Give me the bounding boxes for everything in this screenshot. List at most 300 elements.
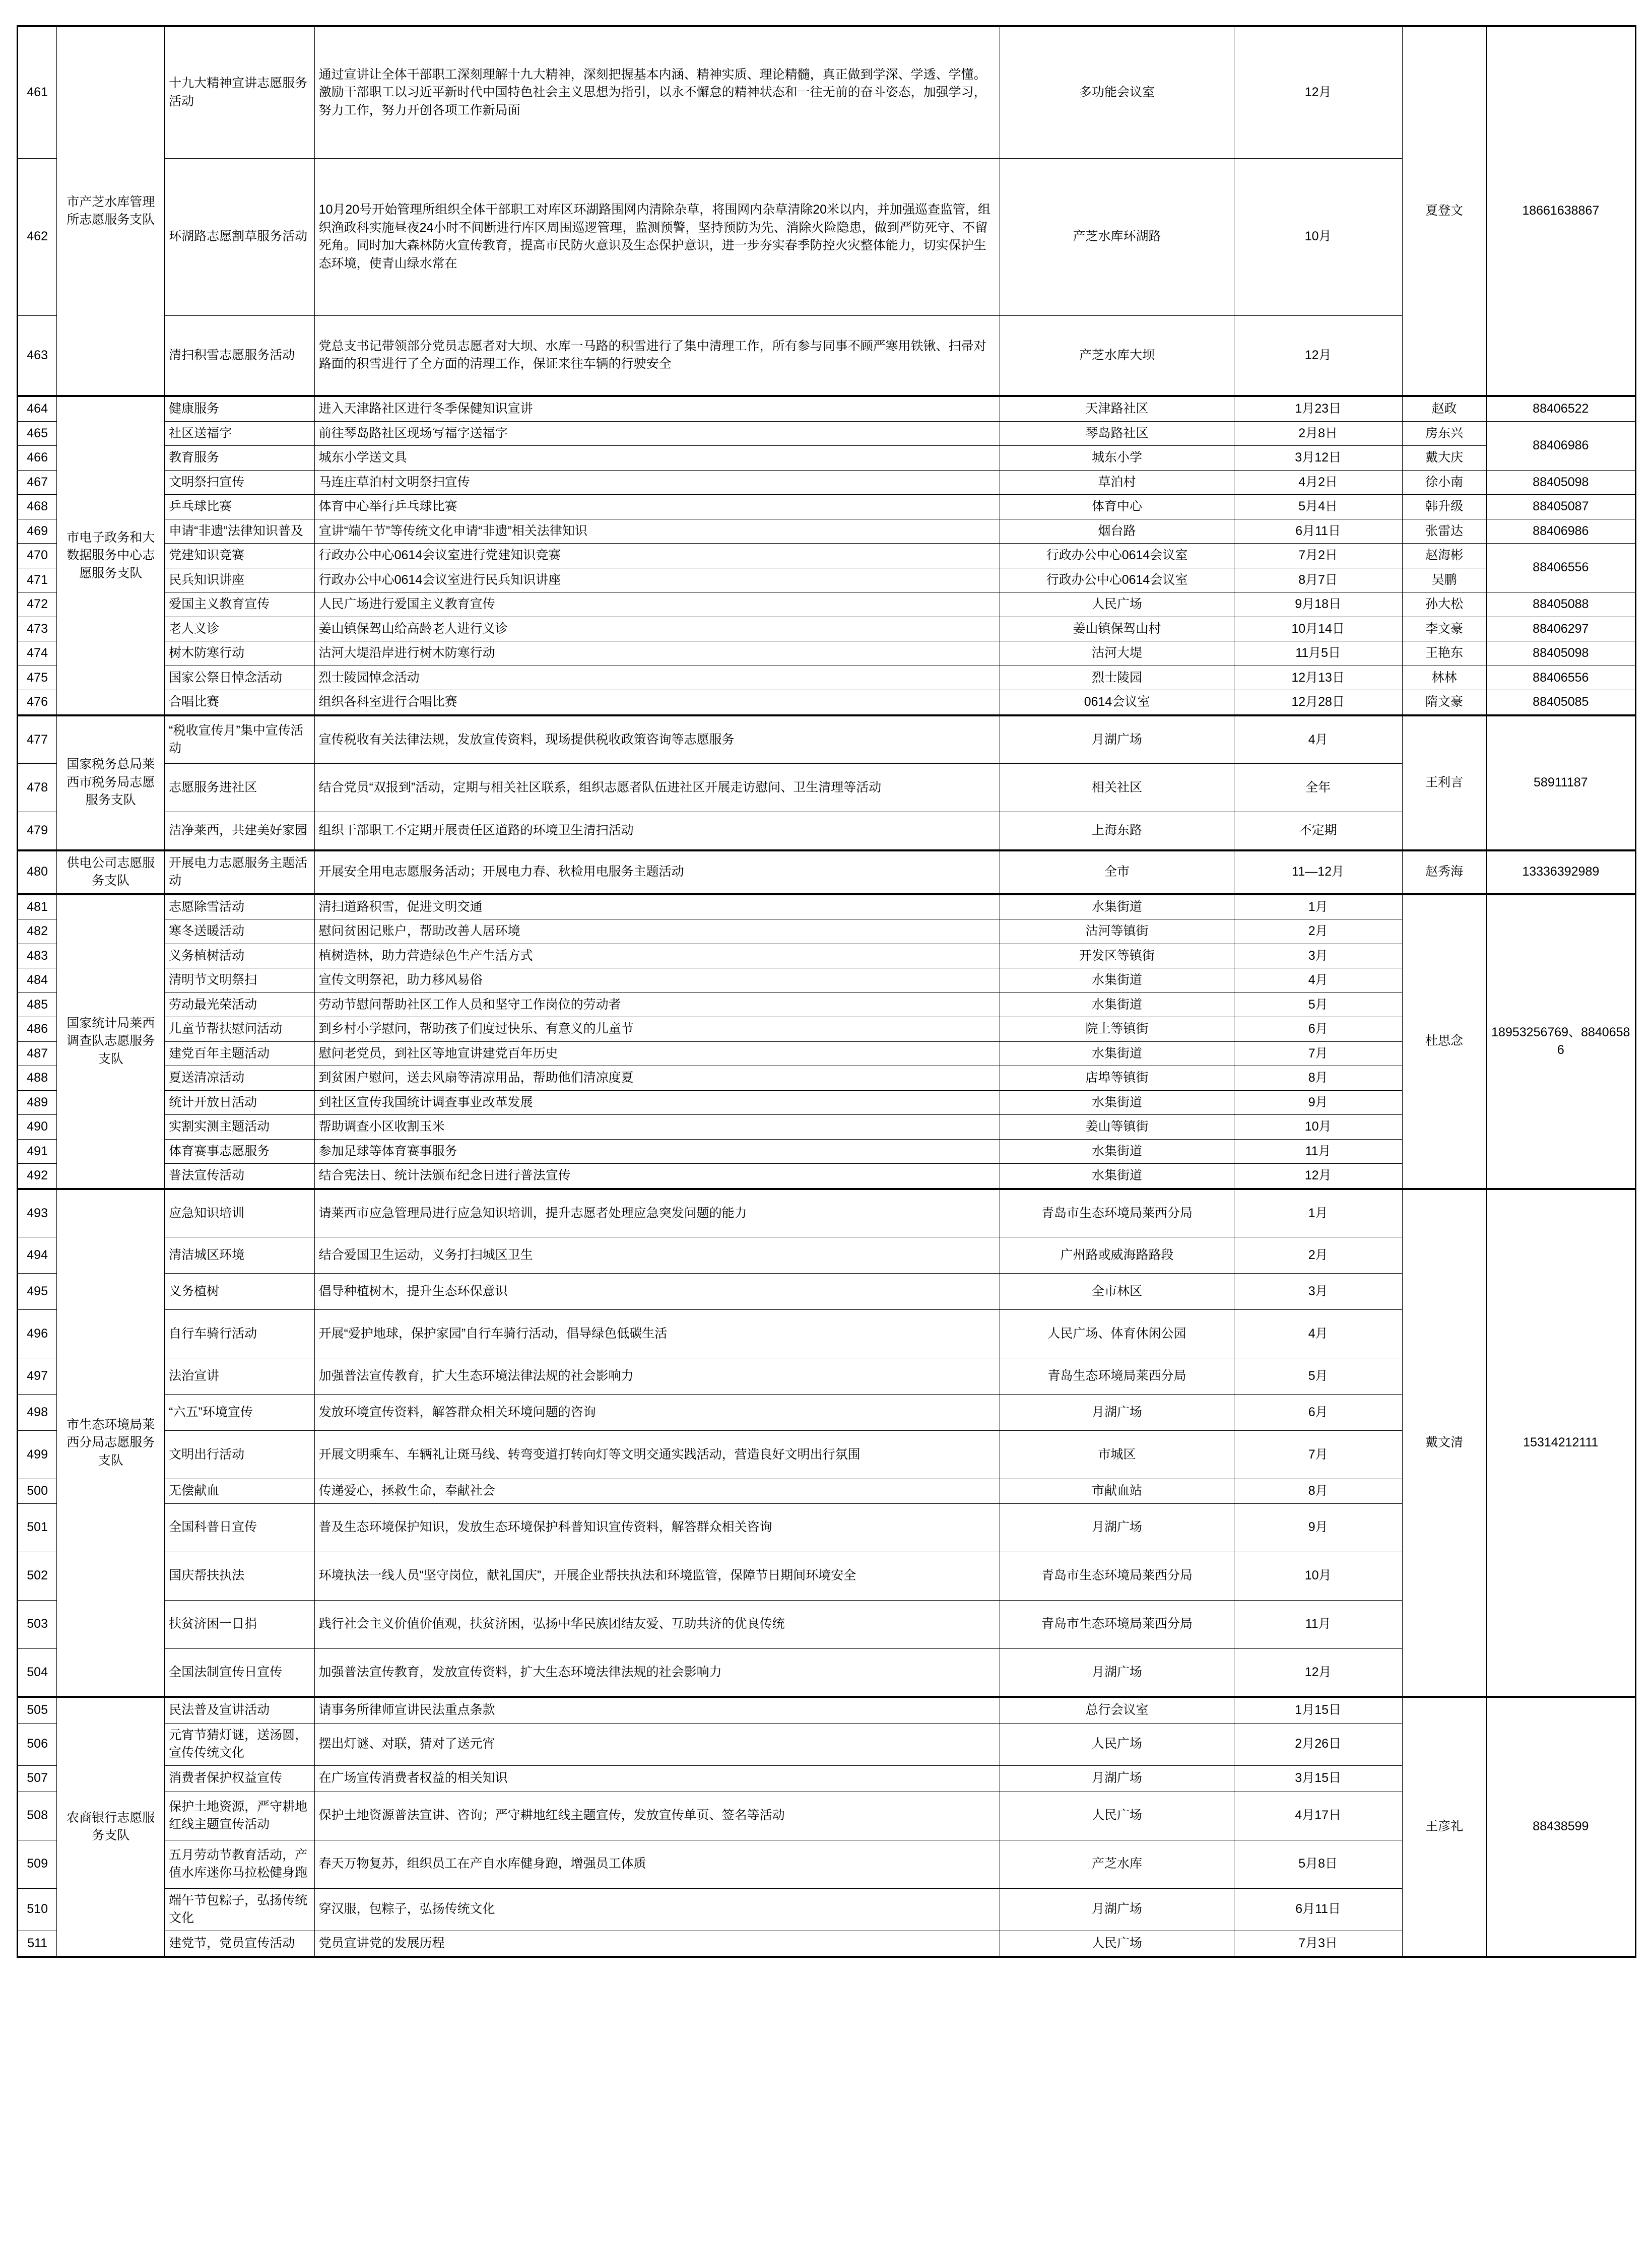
activity-time-cell: 10月 (1234, 1552, 1402, 1600)
activity-description-cell: 开展文明乘车、车辆礼让斑马线、转弯变道打转向灯等文明交通实践活动，营造良好文明出行氛围 (314, 1431, 1000, 1479)
table-row (18, 1931, 1636, 1957)
activity-name-cell: 申请“非遗”法律知识普及 (165, 519, 314, 544)
activity-name-cell: 无偿献血 (165, 1479, 314, 1504)
contact-person-cell: 赵政 (1402, 396, 1486, 421)
row-index-cell: 478 (18, 764, 57, 812)
row-index-cell: 504 (18, 1648, 57, 1697)
table-row (18, 1479, 1636, 1504)
activity-place-cell: 多功能会议室 (1000, 26, 1234, 158)
table-row (18, 26, 1636, 158)
contact-person-cell: 王彦礼 (1402, 1697, 1486, 1957)
activity-description-cell: 摆出灯谜、对联，猜对了送元宵 (314, 1723, 1000, 1765)
row-index-cell: 467 (18, 470, 57, 495)
activity-place-cell: 市献血站 (1000, 1479, 1234, 1504)
activity-place-cell: 沽河等镇街 (1000, 919, 1234, 944)
activity-time-cell: 5月4日 (1234, 495, 1402, 519)
contact-person-cell: 房东兴 (1402, 421, 1486, 446)
activity-time-cell: 12月13日 (1234, 666, 1402, 690)
row-index-cell: 468 (18, 495, 57, 519)
activity-description-cell: 通过宣讲让全体干部职工深刻理解十九大精神，深刻把握基本内涵、精神实质、理论精髓，真正做到学深、学透、学懂。激励干部职工以习近平新时代中国特色社会主义思想为指引，以永不懈怠的精神状态和一往无前的奋斗姿态，加强学习，努力工作，努力开创各项工作新局面 (314, 26, 1000, 158)
activity-time-cell: 7月3日 (1234, 1931, 1402, 1957)
table-row (18, 944, 1636, 968)
table-row (18, 1274, 1636, 1310)
activity-name-cell: 法治宣讲 (165, 1358, 314, 1395)
activity-name-cell: 五月劳动节教育活动，产值水库迷你马拉松健身跑 (165, 1840, 314, 1888)
activity-place-cell: 青岛市生态环境局莱西分局 (1000, 1600, 1234, 1648)
activity-description-cell: 人民广场进行爱国主义教育宣传 (314, 592, 1000, 617)
activity-description-cell: 春天万物复苏，组织员工在产自水库健身跑，增强员工体质 (314, 1840, 1000, 1888)
activity-place-cell: 水集街道 (1000, 1090, 1234, 1115)
table-row (18, 1237, 1636, 1274)
activity-name-cell: 寒冬送暖活动 (165, 919, 314, 944)
activity-description-cell: 普及生态环境保护知识，发放生态环境保护科普知识宣传资料，解答群众相关咨询 (314, 1503, 1000, 1552)
activity-description-cell: 党员宣讲党的发展历程 (314, 1931, 1000, 1957)
activity-place-cell: 产芝水库环湖路 (1000, 158, 1234, 315)
activity-name-cell: 夏送清凉活动 (165, 1066, 314, 1091)
row-index-cell: 464 (18, 396, 57, 421)
activity-description-cell: 开展“爱护地球，保护家园”自行车骑行活动，倡导绿色低碳生活 (314, 1310, 1000, 1358)
activity-time-cell: 7月 (1234, 1041, 1402, 1066)
activity-time-cell: 12月28日 (1234, 690, 1402, 715)
activity-description-cell: 植树造林，助力营造绿色生产生活方式 (314, 944, 1000, 968)
table-row (18, 568, 1636, 592)
activity-name-cell: 义务植树活动 (165, 944, 314, 968)
activity-name-cell: 清明节文明祭扫 (165, 968, 314, 993)
activity-time-cell: 4月 (1234, 1310, 1402, 1358)
activity-time-cell: 8月 (1234, 1066, 1402, 1091)
activity-place-cell: 产芝水库大坝 (1000, 315, 1234, 396)
activity-name-cell: 十九大精神宣讲志愿服务活动 (165, 26, 314, 158)
activity-description-cell: 宣讲“端午节”等传统文化申请“非遗”相关法律知识 (314, 519, 1000, 544)
activity-place-cell: 青岛生态环境局莱西分局 (1000, 1358, 1234, 1395)
activity-place-cell: 烈士陵园 (1000, 666, 1234, 690)
activity-name-cell: 儿童节帮扶慰问活动 (165, 1017, 314, 1042)
activity-description-cell: 结合党员“双报到”活动，定期与相关社区联系，组织志愿者队伍进社区开展走访慰问、卫生清理等活动 (314, 764, 1000, 812)
table-row (18, 1189, 1636, 1237)
contact-person-cell: 王利言 (1402, 715, 1486, 850)
activity-place-cell: 水集街道 (1000, 968, 1234, 993)
row-index-cell: 465 (18, 421, 57, 446)
activity-place-cell: 姜山等镇街 (1000, 1115, 1234, 1140)
activity-place-cell: 广州路或威海路路段 (1000, 1237, 1234, 1274)
activity-place-cell: 水集街道 (1000, 992, 1234, 1017)
row-index-cell: 507 (18, 1765, 57, 1792)
activity-time-cell: 不定期 (1234, 812, 1402, 850)
activity-description-cell: 前往琴岛路社区现场写福字送福字 (314, 421, 1000, 446)
contact-person-cell: 戴文清 (1402, 1189, 1486, 1697)
activity-time-cell: 12月 (1234, 315, 1402, 396)
contact-phone-cell: 88405085 (1486, 690, 1635, 715)
table-row (18, 1765, 1636, 1792)
table-row (18, 158, 1636, 315)
table-row (18, 1041, 1636, 1066)
table-row (18, 1066, 1636, 1091)
row-index-cell: 502 (18, 1552, 57, 1600)
activity-name-cell: 文明出行活动 (165, 1431, 314, 1479)
table-row (18, 592, 1636, 617)
activity-description-cell: 开展安全用电志愿服务活动；开展电力春、秋检用电服务主题活动 (314, 850, 1000, 894)
contact-person-cell: 王艳东 (1402, 641, 1486, 666)
activity-time-cell: 8月 (1234, 1479, 1402, 1504)
table-row (18, 690, 1636, 715)
activity-place-cell: 草泊村 (1000, 470, 1234, 495)
activity-name-cell: 端午节包粽子，弘扬传统文化 (165, 1888, 314, 1931)
activity-name-cell: 消费者保护权益宣传 (165, 1765, 314, 1792)
activity-time-cell: 2月 (1234, 919, 1402, 944)
row-index-cell: 479 (18, 812, 57, 850)
activity-description-cell: 加强普法宣传教育，发放宣传资料，扩大生态环境法律法规的社会影响力 (314, 1648, 1000, 1697)
contact-phone-cell: 18953256769、88406586 (1486, 894, 1635, 1189)
organization-cell: 市电子政务和大数据服务中心志愿服务支队 (57, 396, 165, 715)
table-row (18, 1888, 1636, 1931)
activity-name-cell: 建党百年主题活动 (165, 1041, 314, 1066)
row-index-cell: 463 (18, 315, 57, 396)
activity-place-cell: 人民广场、体育休闲公园 (1000, 1310, 1234, 1358)
activity-place-cell: 姜山镇保驾山村 (1000, 617, 1234, 641)
activity-time-cell: 9月 (1234, 1090, 1402, 1115)
table-row (18, 315, 1636, 396)
table-row (18, 1164, 1636, 1189)
activity-name-cell: 统计开放日活动 (165, 1090, 314, 1115)
activity-description-cell: 请事务所律师宣讲民法重点条款 (314, 1697, 1000, 1723)
activity-description-cell: 帮助调查小区收割玉米 (314, 1115, 1000, 1140)
row-index-cell: 499 (18, 1431, 57, 1479)
activity-time-cell: 6月 (1234, 1395, 1402, 1431)
activity-name-cell: 建党节，党员宣传活动 (165, 1931, 314, 1957)
row-index-cell: 485 (18, 992, 57, 1017)
table-row (18, 1648, 1636, 1697)
activity-time-cell: 1月 (1234, 894, 1402, 919)
activity-time-cell: 7月2日 (1234, 544, 1402, 568)
activity-name-cell: 志愿除雪活动 (165, 894, 314, 919)
table-row (18, 1600, 1636, 1648)
table-row (18, 812, 1636, 850)
table-row (18, 1395, 1636, 1431)
activity-time-cell: 1月23日 (1234, 396, 1402, 421)
activity-description-cell: 结合宪法日、统计法颁布纪念日进行普法宣传 (314, 1164, 1000, 1189)
activity-description-cell: 倡导种植树木，提升生态环保意识 (314, 1274, 1000, 1310)
row-index-cell: 489 (18, 1090, 57, 1115)
activity-name-cell: 社区送福字 (165, 421, 314, 446)
activity-time-cell: 9月 (1234, 1503, 1402, 1552)
activity-time-cell: 8月7日 (1234, 568, 1402, 592)
table-body (18, 26, 1636, 1957)
row-index-cell: 505 (18, 1697, 57, 1723)
contact-person-cell: 戴大庆 (1402, 446, 1486, 471)
row-index-cell: 493 (18, 1189, 57, 1237)
activity-description-cell: 清扫道路积雪，促进文明交通 (314, 894, 1000, 919)
contact-phone-cell: 88405098 (1486, 470, 1635, 495)
contact-phone-cell: 88405088 (1486, 592, 1635, 617)
activity-description-cell: 宣传税收有关法律法规，发放宣传资料，现场提供税收政策咨询等志愿服务 (314, 715, 1000, 764)
row-index-cell: 509 (18, 1840, 57, 1888)
row-index-cell: 510 (18, 1888, 57, 1931)
activity-description-cell: 体育中心举行乒乓球比赛 (314, 495, 1000, 519)
row-index-cell: 495 (18, 1274, 57, 1310)
activity-time-cell: 11月 (1234, 1139, 1402, 1164)
activity-name-cell: 全国法制宣传日宣传 (165, 1648, 314, 1697)
organization-cell: 国家统计局莱西调查队志愿服务支队 (57, 894, 165, 1189)
row-index-cell: 501 (18, 1503, 57, 1552)
activity-name-cell: 教育服务 (165, 446, 314, 471)
activity-place-cell: 总行会议室 (1000, 1697, 1234, 1723)
activity-time-cell: 3月15日 (1234, 1765, 1402, 1792)
table-row (18, 470, 1636, 495)
activity-name-cell: 应急知识培训 (165, 1189, 314, 1237)
activity-time-cell: 10月 (1234, 158, 1402, 315)
row-index-cell: 470 (18, 544, 57, 568)
activity-place-cell: 月湖广场 (1000, 1888, 1234, 1931)
activity-description-cell: 进入天津路社区进行冬季保健知识宣讲 (314, 396, 1000, 421)
activity-place-cell: 市城区 (1000, 1431, 1234, 1479)
table-row (18, 764, 1636, 812)
row-index-cell: 508 (18, 1792, 57, 1840)
table-row (18, 968, 1636, 993)
activity-time-cell: 5月 (1234, 1358, 1402, 1395)
organization-cell: 供电公司志愿服务支队 (57, 850, 165, 894)
row-index-cell: 506 (18, 1723, 57, 1765)
activity-name-cell: 合唱比赛 (165, 690, 314, 715)
contact-phone-cell: 88406522 (1486, 396, 1635, 421)
organization-cell: 农商银行志愿服务支队 (57, 1697, 165, 1957)
activity-name-cell: “六五”环境宣传 (165, 1395, 314, 1431)
activity-time-cell: 2月8日 (1234, 421, 1402, 446)
activity-description-cell: 马连庄草泊村文明祭扫宣传 (314, 470, 1000, 495)
activity-time-cell: 4月2日 (1234, 470, 1402, 495)
activity-name-cell: 元宵节猜灯谜，送汤圆，宣传传统文化 (165, 1723, 314, 1765)
contact-person-cell: 孙大松 (1402, 592, 1486, 617)
activity-description-cell: 组织干部职工不定期开展责任区道路的环境卫生清扫活动 (314, 812, 1000, 850)
activity-name-cell: 义务植树 (165, 1274, 314, 1310)
activity-description-cell: 在广场宣传消费者权益的相关知识 (314, 1765, 1000, 1792)
table-row (18, 1431, 1636, 1479)
organization-cell: 国家税务总局莱西市税务局志愿服务支队 (57, 715, 165, 850)
activity-description-cell: 宣传文明祭祀，助力移风易俗 (314, 968, 1000, 993)
activity-description-cell: 劳动节慰问帮助社区工作人员和坚守工作岗位的劳动者 (314, 992, 1000, 1017)
table-row (18, 1503, 1636, 1552)
row-index-cell: 476 (18, 690, 57, 715)
activity-name-cell: 普法宣传活动 (165, 1164, 314, 1189)
activity-name-cell: 洁净莱西，共建美好家园 (165, 812, 314, 850)
activity-time-cell: 10月14日 (1234, 617, 1402, 641)
activity-name-cell: 保护土地资源，严守耕地红线主题宣传活动 (165, 1792, 314, 1840)
row-index-cell: 477 (18, 715, 57, 764)
activity-place-cell: 月湖广场 (1000, 1648, 1234, 1697)
activity-place-cell: 人民广场 (1000, 1931, 1234, 1957)
contact-person-cell: 隋文豪 (1402, 690, 1486, 715)
table-row (18, 715, 1636, 764)
table-row (18, 544, 1636, 568)
row-index-cell: 486 (18, 1017, 57, 1042)
activity-name-cell: 党建知识竞赛 (165, 544, 314, 568)
table-row (18, 992, 1636, 1017)
table-row (18, 850, 1636, 894)
activity-place-cell: 水集街道 (1000, 1041, 1234, 1066)
activity-description-cell: 到贫困户慰问，送去风扇等清凉用品，帮助他们清凉度夏 (314, 1066, 1000, 1091)
contact-person-cell: 吴鹏 (1402, 568, 1486, 592)
activity-time-cell: 12月 (1234, 1164, 1402, 1189)
row-index-cell: 492 (18, 1164, 57, 1189)
row-index-cell: 498 (18, 1395, 57, 1431)
activity-place-cell: 月湖广场 (1000, 1395, 1234, 1431)
activity-name-cell: 扶贫济困一日捐 (165, 1600, 314, 1648)
activity-place-cell: 水集街道 (1000, 1164, 1234, 1189)
activity-time-cell: 4月 (1234, 968, 1402, 993)
row-index-cell: 494 (18, 1237, 57, 1274)
contact-person-cell: 林林 (1402, 666, 1486, 690)
activity-place-cell: 院上等镇街 (1000, 1017, 1234, 1042)
table-row (18, 894, 1636, 919)
activity-time-cell: 1月 (1234, 1189, 1402, 1237)
table-row (18, 1310, 1636, 1358)
contact-phone-cell: 88406986 (1486, 519, 1635, 544)
activity-place-cell: 体育中心 (1000, 495, 1234, 519)
contact-phone-cell: 58911187 (1486, 715, 1635, 850)
activity-name-cell: 自行车骑行活动 (165, 1310, 314, 1358)
activity-time-cell: 3月 (1234, 944, 1402, 968)
contact-phone-cell: 88406986 (1486, 421, 1635, 470)
row-index-cell: 500 (18, 1479, 57, 1504)
table-row (18, 1723, 1636, 1765)
activity-time-cell: 11—12月 (1234, 850, 1402, 894)
organization-cell: 市产芝水库管理所志愿服务支队 (57, 26, 165, 396)
activity-description-cell: 穿汉服，包粽子，弘扬传统文化 (314, 1888, 1000, 1931)
activity-description-cell: 参加足球等体育赛事服务 (314, 1139, 1000, 1164)
activity-description-cell: 发放环境宣传资料，解答群众相关环境问题的咨询 (314, 1395, 1000, 1431)
activity-description-cell: 传递爱心，拯救生命，奉献社会 (314, 1479, 1000, 1504)
activity-time-cell: 3月12日 (1234, 446, 1402, 471)
activity-name-cell: 乒乓球比赛 (165, 495, 314, 519)
activity-place-cell: 行政办公中心0614会议室 (1000, 568, 1234, 592)
contact-phone-cell: 88438599 (1486, 1697, 1635, 1957)
activity-description-cell: 烈士陵园悼念活动 (314, 666, 1000, 690)
contact-person-cell: 夏登文 (1402, 26, 1486, 396)
row-index-cell: 488 (18, 1066, 57, 1091)
activity-time-cell: 2月26日 (1234, 1723, 1402, 1765)
table-row (18, 1792, 1636, 1840)
contact-phone-cell: 88405098 (1486, 641, 1635, 666)
activity-place-cell: 全市林区 (1000, 1274, 1234, 1310)
activity-description-cell: 沽河大堤沿岸进行树木防寒行动 (314, 641, 1000, 666)
table-row (18, 641, 1636, 666)
contact-person-cell: 张雷达 (1402, 519, 1486, 544)
activity-place-cell: 人民广场 (1000, 1792, 1234, 1840)
activity-place-cell: 全市 (1000, 850, 1234, 894)
contact-phone-cell: 13336392989 (1486, 850, 1635, 894)
activity-place-cell: 青岛市生态环境局莱西分局 (1000, 1189, 1234, 1237)
activity-description-cell: 姜山镇保驾山给高龄老人进行义诊 (314, 617, 1000, 641)
activity-description-cell: 行政办公中心0614会议室进行民兵知识讲座 (314, 568, 1000, 592)
activity-name-cell: 爱国主义教育宣传 (165, 592, 314, 617)
activity-place-cell: 烟台路 (1000, 519, 1234, 544)
row-index-cell: 496 (18, 1310, 57, 1358)
activity-description-cell: 请莱西市应急管理局进行应急知识培训，提升志愿者处理应急突发问题的能力 (314, 1189, 1000, 1237)
activity-name-cell: 国庆帮扶执法 (165, 1552, 314, 1600)
activity-place-cell: 上海东路 (1000, 812, 1234, 850)
contact-phone-cell: 15314212111 (1486, 1189, 1635, 1697)
contact-phone-cell: 88406556 (1486, 666, 1635, 690)
activity-name-cell: 老人义诊 (165, 617, 314, 641)
row-index-cell: 475 (18, 666, 57, 690)
table-row (18, 1139, 1636, 1164)
table-row (18, 1552, 1636, 1600)
activity-name-cell: 志愿服务进社区 (165, 764, 314, 812)
activity-place-cell: 天津路社区 (1000, 396, 1234, 421)
activity-name-cell: 全国科普日宣传 (165, 1503, 314, 1552)
contact-phone-cell: 88406297 (1486, 617, 1635, 641)
activity-description-cell: 党总支书记带领部分党员志愿者对大坝、水库一马路的积雪进行了集中清理工作，所有参与同事不顾严寒用铁锹、扫帚对路面的积雪进行了全方面的清理工作，保证来往车辆的行驶安全 (314, 315, 1000, 396)
activity-time-cell: 4月17日 (1234, 1792, 1402, 1840)
activity-time-cell: 12月 (1234, 26, 1402, 158)
contact-person-cell: 赵海彬 (1402, 544, 1486, 568)
activity-name-cell: 树木防寒行动 (165, 641, 314, 666)
table-row (18, 1358, 1636, 1395)
activity-time-cell: 1月15日 (1234, 1697, 1402, 1723)
activity-time-cell: 6月11日 (1234, 519, 1402, 544)
row-index-cell: 503 (18, 1600, 57, 1648)
row-index-cell: 511 (18, 1931, 57, 1957)
activity-place-cell: 0614会议室 (1000, 690, 1234, 715)
table-row (18, 919, 1636, 944)
row-index-cell: 462 (18, 158, 57, 315)
row-index-cell: 461 (18, 26, 57, 158)
activity-name-cell: 民兵知识讲座 (165, 568, 314, 592)
contact-person-cell: 赵秀海 (1402, 850, 1486, 894)
activity-place-cell: 开发区等镇街 (1000, 944, 1234, 968)
activity-name-cell: 劳动最光荣活动 (165, 992, 314, 1017)
contact-phone-cell: 88405087 (1486, 495, 1635, 519)
activity-description-cell: 环境执法一线人员“坚守岗位，献礼国庆”，开展企业帮扶执法和环境监管，保障节日期间环境安全 (314, 1552, 1000, 1600)
activity-time-cell: 12月 (1234, 1648, 1402, 1697)
row-index-cell: 487 (18, 1041, 57, 1066)
activity-description-cell: 到社区宣传我国统计调查事业改革发展 (314, 1090, 1000, 1115)
activity-name-cell: 环湖路志愿割草服务活动 (165, 158, 314, 315)
row-index-cell: 473 (18, 617, 57, 641)
table-row (18, 617, 1636, 641)
activity-name-cell: 清扫积雪志愿服务活动 (165, 315, 314, 396)
activity-description-cell: 10月20号开始管理所组织全体干部职工对库区环湖路围网内清除杂草，将围网内杂草清除20米以内，并加强巡查监管，组织渔政科实施昼夜24小时不间断进行库区周围巡逻管理，监测预警，坚持预防为先、消除火险隐患，做到严防死守、不留死角。同时加大森林防火宣传教育，提高市民防火意识及生态保护意识，进一步夯实春季防控火灾整体能力，切实保护生态环境，使青山绿水常在 (314, 158, 1000, 315)
activity-time-cell: 9月18日 (1234, 592, 1402, 617)
activity-description-cell: 行政办公中心0614会议室进行党建知识竞赛 (314, 544, 1000, 568)
activity-place-cell: 水集街道 (1000, 1139, 1234, 1164)
row-index-cell: 466 (18, 446, 57, 471)
activity-time-cell: 3月 (1234, 1274, 1402, 1310)
activity-name-cell: 体育赛事志愿服务 (165, 1139, 314, 1164)
activity-time-cell: 全年 (1234, 764, 1402, 812)
contact-phone-cell: 18661638867 (1486, 26, 1635, 396)
table-row (18, 1090, 1636, 1115)
row-index-cell: 484 (18, 968, 57, 993)
row-index-cell: 481 (18, 894, 57, 919)
row-index-cell: 491 (18, 1139, 57, 1164)
activity-place-cell: 水集街道 (1000, 894, 1234, 919)
activity-time-cell: 6月 (1234, 1017, 1402, 1042)
contact-person-cell: 李文豪 (1402, 617, 1486, 641)
activity-description-cell: 加强普法宣传教育，扩大生态环境法律法规的社会影响力 (314, 1358, 1000, 1395)
activity-place-cell: 人民广场 (1000, 1723, 1234, 1765)
activity-description-cell: 城东小学送文具 (314, 446, 1000, 471)
row-index-cell: 472 (18, 592, 57, 617)
table-row (18, 396, 1636, 421)
activity-name-cell: “税收宣传月”集中宣传活动 (165, 715, 314, 764)
contact-person-cell: 徐小南 (1402, 470, 1486, 495)
activity-description-cell: 组织各科室进行合唱比赛 (314, 690, 1000, 715)
row-index-cell: 480 (18, 850, 57, 894)
activity-name-cell: 民法普及宣讲活动 (165, 1697, 314, 1723)
row-index-cell: 471 (18, 568, 57, 592)
activity-time-cell: 11月5日 (1234, 641, 1402, 666)
activity-place-cell: 青岛市生态环境局莱西分局 (1000, 1552, 1234, 1600)
